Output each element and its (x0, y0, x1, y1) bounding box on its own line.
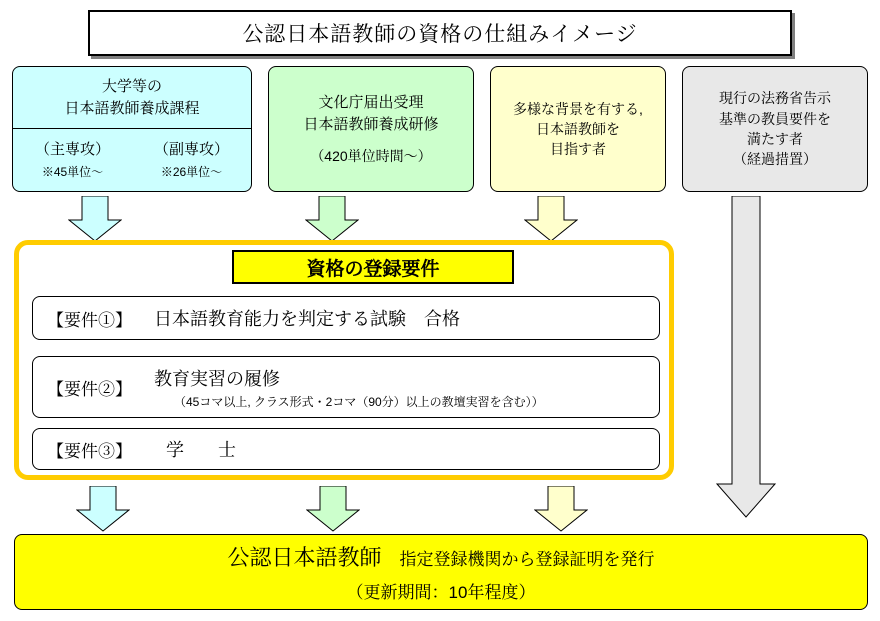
arrow-university-to-requirements (68, 196, 122, 242)
requirement-2-text: 教育実習の履修 (154, 368, 280, 389)
current-line3: 満たす者 (747, 131, 803, 147)
source-box-current-criteria (682, 66, 868, 192)
requirement-3-text: 学 士 (166, 440, 244, 460)
university-minor-credits: ※26単位～ (160, 164, 223, 179)
source-box-bunkacho-training (268, 66, 474, 192)
result-period-text: （更新期間：10年程度） (346, 583, 536, 602)
arrow-bunkacho-to-requirements (305, 196, 359, 242)
result-sub-text: 指定登録機関から登録証明を発行 (399, 550, 655, 569)
university-header-line1: 大学等の (101, 77, 162, 95)
requirement-row-2 (32, 356, 660, 418)
bunkacho-line1: 文化庁届出受理 (318, 94, 424, 112)
requirement-1-label: 【要件①】 (47, 310, 132, 330)
arrow-current-criteria-to-result (716, 196, 776, 518)
current-line2: 基準の教員要件を (719, 110, 831, 127)
result-box (14, 534, 868, 610)
requirement-3-label: 【要件③】 (47, 441, 132, 461)
source-box-university (12, 66, 252, 192)
diagram-title-box (88, 10, 792, 56)
diverse-line2: 日本語教師を (536, 120, 620, 137)
result-main-line (227, 541, 654, 572)
bunkacho-hours: （420単位時間～） (310, 147, 432, 164)
current-line4: （経過措置） (733, 151, 817, 168)
requirement-row-1 (32, 296, 660, 340)
arrow-requirements-to-result-2 (306, 486, 360, 532)
current-line1: 現行の法務省告示 (719, 90, 831, 107)
university-major-credits: ※45単位～ (41, 164, 104, 179)
diverse-line1: 多様な背景を有する, (513, 100, 643, 117)
university-columns (13, 129, 251, 191)
university-header-line2: 日本語教師養成課程 (64, 99, 200, 117)
university-header (13, 67, 251, 129)
requirement-2-label: 【要件②】 (47, 379, 132, 399)
requirement-2-note: （45コマ以上, クラス形式・2コマ（90分）以上の教壇実習を含む）） (174, 394, 544, 409)
requirement-row-3 (32, 428, 660, 470)
arrow-diverse-to-requirements (524, 196, 578, 242)
diverse-line3: 目指す者 (550, 141, 606, 158)
university-minor-label: （副専攻） (153, 140, 229, 158)
university-major-label: （主専攻） (34, 140, 110, 158)
requirements-title-text: 資格の登録要件 (306, 258, 440, 280)
university-minor-column (132, 139, 251, 181)
requirement-1-text: 日本語教育能力を判定する試験 合格 (154, 309, 460, 329)
requirements-title-badge (232, 250, 514, 284)
bunkacho-line2: 日本語教師養成研修 (303, 115, 439, 133)
source-box-diverse-background (490, 66, 666, 192)
requirement-2-content (154, 365, 544, 410)
arrow-requirements-to-result-3 (534, 486, 588, 532)
result-main-text: 公認日本語教師 (227, 545, 382, 570)
arrow-requirements-to-result-1 (76, 486, 130, 532)
university-major-column (13, 139, 132, 181)
diagram-title-text: 公認日本語教師の資格の仕組みイメージ (242, 23, 638, 46)
